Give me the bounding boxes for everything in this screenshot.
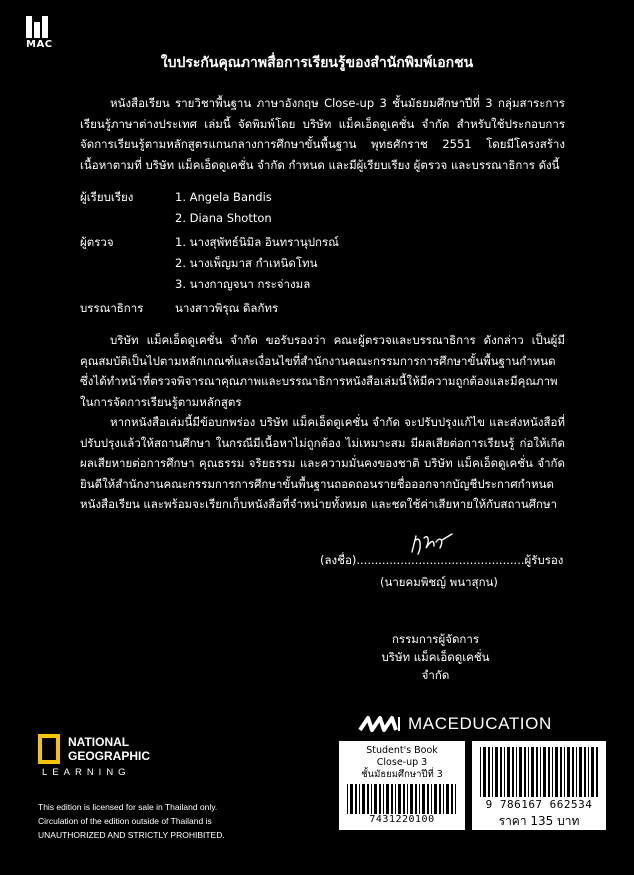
authors-section xyxy=(80,187,272,229)
barcode-bar xyxy=(350,784,353,814)
barcode-bar xyxy=(480,747,481,797)
signer-company: บริษัท แม็คเอ็ดดูเคชั่น จำกัด xyxy=(381,650,490,682)
barcode-bar xyxy=(415,784,417,814)
barcode-bar xyxy=(446,784,449,814)
intro-paragraph: หนังสือเรียน รายวิชาพื้นฐาน ภาษาอังกฤษ Close-up 3 ชั้นมัธยมศึกษาปีที่ 3 กลุ่มสาระการเรียนรู้ภาษาต่างประเทศ เล่มนี้ จัดพิมพ์โดย บริษัท แม็คเอ็ดดูเคชั่น จำกัด สำหรับใช้ประกอบการจัดการเรียนรู้ตามหลักสูตรแกนกลางการศึกษาขั้นพื้นฐาน พุทธศักราช 2551 โดยมีโครงสร้างเนื้อหาตามที่ บริษัท แม็คเอ็ดดูเคชั่น จำกัด กำหนด และมีผู้เรียบเรียง ผู้ตรวจ และบรรณาธิการ ดังนี้ xyxy=(80,96,565,172)
barcode-bar xyxy=(374,784,377,814)
mac-education-text: MACEDUCATION xyxy=(408,714,552,733)
signer-name: (นายคมพิชญ์ พนาสุกน) xyxy=(380,575,498,589)
barcode-bar xyxy=(359,784,360,814)
barcode-bar xyxy=(536,747,538,797)
barcode-bar xyxy=(367,784,369,814)
barcode-bar xyxy=(371,784,372,814)
license-line: Circulation of the edition outside of Thailand is xyxy=(38,816,212,826)
barcode-bar xyxy=(386,784,389,814)
mac-education-logo xyxy=(358,714,552,734)
barcode-bar xyxy=(355,784,357,814)
reviewer-name: 3. นางกาญจนา กระจ่างมล xyxy=(175,277,311,291)
price-label: ราคา 135 บาท xyxy=(498,814,580,828)
barcode-bar xyxy=(572,747,574,797)
book-barcode xyxy=(347,784,457,814)
barcode-bar xyxy=(531,747,534,797)
barcode-bar xyxy=(528,747,529,797)
barcode-bar xyxy=(451,784,453,814)
barcode-bar xyxy=(395,784,396,814)
barcode-bar xyxy=(434,784,437,814)
reviewers-section xyxy=(80,232,339,295)
barcode-bar xyxy=(591,747,594,797)
barcode-bar xyxy=(398,784,401,814)
barcode-bar xyxy=(419,784,420,814)
warranty-paragraph: หากหนังสือเล่มนี้มีข้อบกพร่อง บริษัท แม็คเอ็ดดูเคชั่น จำกัด จะปรับปรุงแก้ไข และส่งหนังสือที่ปรับปรุงแล้วให้สถานศึกษา ในกรณีมีเนื้อหาไม่ถูกต้อง ไม่เหมาะสม มีผลเสียต่อการเรียนรู้ ก่อให้เกิดผลเสียหายต่อการศึกษา คุณธรรม จริยธรรม และความมั่นคงของชาติ บริษัท แม็คเอ็ดดูเคชั่น จำกัด ยินดีให้สำนักงานคณะกรรมการการศึกษาขั้นพื้นฐานถอดถอนรายชื่อออกจากบัญชีประกาศกำหนดหนังสือเรียน และพร้อมจะเรียกเก็บหนังสือที่จำหน่ายทั้งหมด และชดใช้ค่าเสียหายให้กับสถานศึกษา xyxy=(80,415,565,512)
barcode-bar xyxy=(407,784,408,814)
barcode-bar xyxy=(443,784,444,814)
book-info-card xyxy=(339,741,465,830)
license-line: This edition is licensed for sale in Thailand only. xyxy=(38,802,218,812)
barcode-bar xyxy=(524,747,526,797)
signature-line: (ลงชื่อ)..............................................ผู้รับรอง xyxy=(320,553,564,567)
barcode-bar xyxy=(555,747,558,797)
barcode-bar xyxy=(391,784,393,814)
barcode-bar xyxy=(500,747,502,797)
license-notice xyxy=(38,800,225,842)
author-name: 1. Angela Bandis xyxy=(175,190,272,204)
signer-position: กรรมการผู้จัดการ xyxy=(391,632,480,646)
isbn-number: 9 786167 662534 xyxy=(485,798,593,811)
barcode-bar xyxy=(347,784,348,814)
editor-label: บรรณาธิการ xyxy=(80,301,144,315)
barcode-bar xyxy=(552,747,553,797)
barcode-bar xyxy=(455,784,456,814)
barcode-bar xyxy=(362,784,365,814)
barcode-bar xyxy=(379,784,381,814)
barcode-bar xyxy=(504,747,505,797)
mac-bars-icon xyxy=(26,16,54,38)
barcode-bar xyxy=(564,747,565,797)
barcode-bar xyxy=(483,747,486,797)
barcode-bar xyxy=(427,784,429,814)
license-line: UNAUTHORIZED AND STRICTLY PROHIBITED. xyxy=(38,830,225,840)
barcode-bar xyxy=(584,747,586,797)
barcode-bar xyxy=(579,747,582,797)
barcode-bar xyxy=(431,784,432,814)
author-name: 2. Diana Shotton xyxy=(175,211,272,225)
barcode-bar xyxy=(543,747,546,797)
certify-paragraph: บริษัท แม็คเอ็ดดูเคชั่น จำกัด ขอรับรองว่า คณะผู้ตรวจและบรรณาธิการ ดังกล่าว เป็นผู้มีคุณสมบัติเป็นไปตามหลักเกณฑ์และเงื่อนไขที่สำนักงานคณะกรรมการการศึกษาขั้นพื้นฐานกำหนด ซึ่งได้ทำหน้าที่ตรวจพิจารณาคุณภาพและบรรณาธิการหนังสือเล่มนี้ให้มีความถูกต้องและมีคุณภาพในการจัดการเรียนรู้ตามหลักสูตร xyxy=(80,333,565,409)
signer-title xyxy=(368,630,503,684)
barcode-bar xyxy=(507,747,510,797)
mac-publisher-logo xyxy=(26,16,54,50)
mac-logo-text: MAC xyxy=(26,39,53,50)
isbn-card xyxy=(472,741,606,830)
ng-line-1: NATIONAL xyxy=(68,735,130,749)
barcode-bar xyxy=(576,747,577,797)
barcode-bar xyxy=(383,784,384,814)
reviewers-label: ผู้ตรวจ xyxy=(80,235,114,249)
barcode-bar xyxy=(512,747,514,797)
barcode-bar xyxy=(410,784,413,814)
book-title: Close-up 3 xyxy=(376,757,428,768)
book-grade: ชั้นมัธยมศึกษาปีที่ 3 xyxy=(361,769,443,780)
isbn-barcode xyxy=(480,747,598,797)
barcode-bar xyxy=(439,784,441,814)
authors-label: ผู้เรียบเรียง xyxy=(80,190,134,204)
barcode-bar xyxy=(488,747,490,797)
editor-section xyxy=(80,298,278,319)
book-type: Student's Book xyxy=(366,745,438,756)
reviewer-name: 2. นางเพ็ญมาส กำเหนิดโทน xyxy=(175,256,318,270)
mac-wave-icon xyxy=(358,716,402,732)
ng-yellow-frame-icon xyxy=(38,734,60,764)
barcode-bar xyxy=(567,747,570,797)
editor-name: นางสาวพิรุณ ดิลกัทร xyxy=(175,301,279,315)
ng-line-2: GEOGRAPHIC xyxy=(68,749,151,763)
barcode-bar xyxy=(492,747,493,797)
barcode-bar xyxy=(422,784,425,814)
barcode-bar xyxy=(540,747,541,797)
barcode-bar xyxy=(516,747,517,797)
barcode-bar xyxy=(596,747,598,797)
barcode-bar xyxy=(548,747,550,797)
reviewer-name: 1. นางสุพัทธ์นิมิล อินทรานุปกรณ์ xyxy=(175,235,339,249)
barcode-bar xyxy=(588,747,589,797)
page-title: ใบประกันคุณภาพสื่อการเรียนรู้ของสำนักพิมพ์เอกชน xyxy=(160,55,474,71)
book-code: 7431220100 xyxy=(369,814,435,825)
barcode-bar xyxy=(495,747,498,797)
barcode-bar xyxy=(519,747,522,797)
ng-learning: LEARNING xyxy=(42,767,131,778)
barcode-bar xyxy=(560,747,562,797)
barcode-bar xyxy=(403,784,405,814)
